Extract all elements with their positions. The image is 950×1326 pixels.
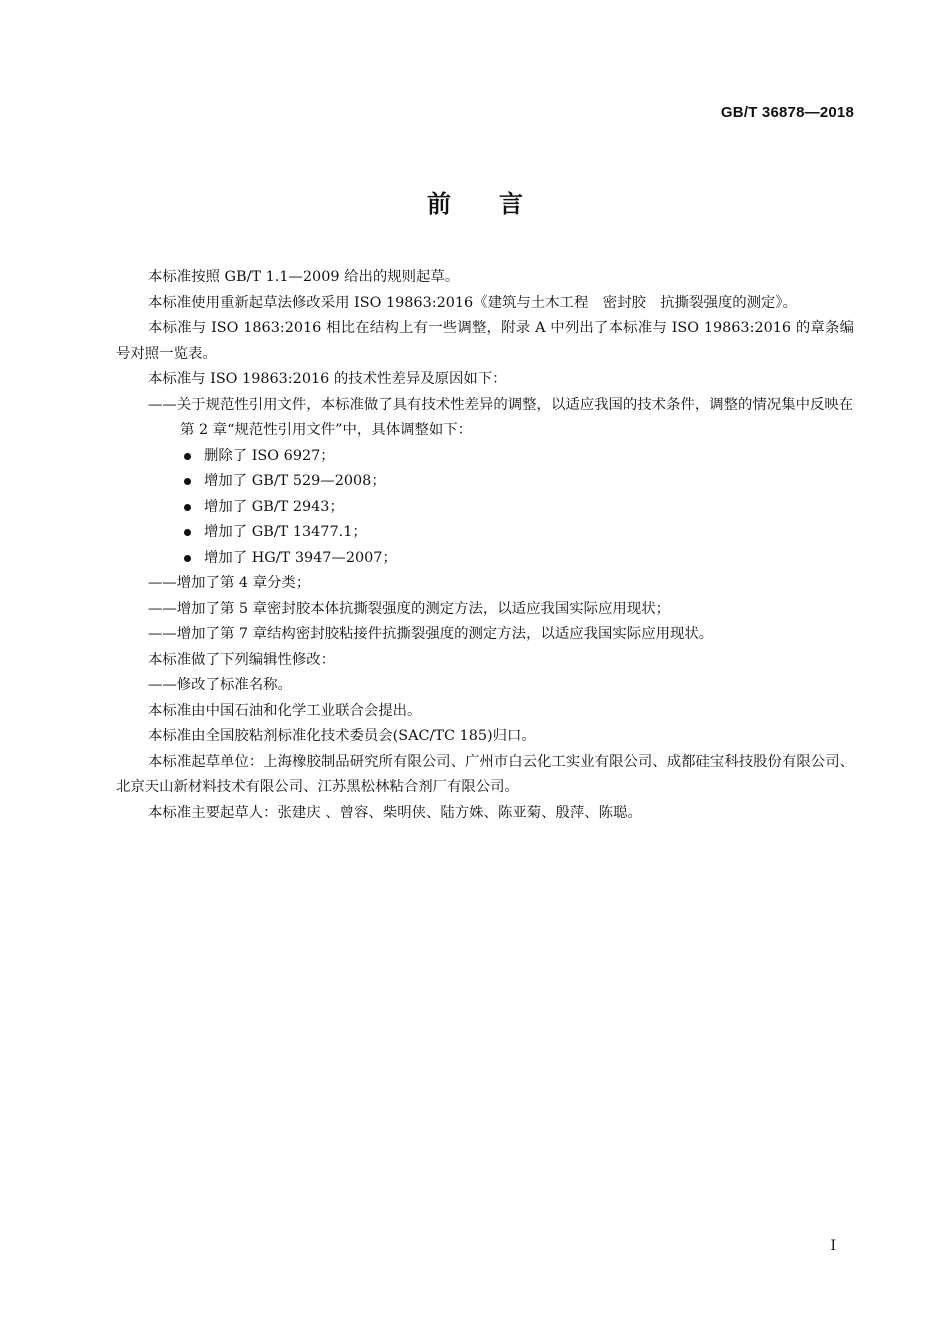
title-char-1: 前 bbox=[427, 190, 451, 218]
dash-item-title-change: ——修改了标准名称。 bbox=[148, 677, 292, 693]
paragraph-committee: 本标准由全国胶粘剂标准化技术委员会(SAC/TC 185)归口。 bbox=[148, 728, 536, 744]
bullet-item bbox=[116, 520, 854, 546]
paragraph-structure: 本标准与 ISO 1863:2016 相比在结构上有一些调整，附录 A 中列出了本标准与 ISO 19863:2016 的章条编号对照一览表。 bbox=[116, 320, 854, 362]
bullet-item bbox=[116, 444, 854, 470]
dash-item-classification: ——增加了第 4 章分类； bbox=[148, 575, 311, 591]
bullet-text: 增加了 HG/T 3947—2007； bbox=[204, 549, 397, 566]
bullet-item bbox=[116, 469, 854, 495]
bullet-text: 增加了 GB/T 2943； bbox=[204, 498, 344, 515]
bullet-icon bbox=[184, 478, 191, 485]
dash-item-chapter-5: ——增加了第 5 章密封胶本体抗撕裂强度的测定方法，以适应我国实际应用现状； bbox=[148, 600, 670, 617]
paragraph-drafting-units: 本标准起草单位：上海橡胶制品研究所有限公司、广州市白云化工实业有限公司、成都硅宝科技股份有限公司、北京天山新材料技术有限公司、江苏黑松林粘合剂厂有限公司。 bbox=[116, 753, 854, 795]
page-title bbox=[0, 184, 950, 219]
bullet-text: 增加了 GB/T 13477.1； bbox=[204, 524, 367, 540]
dash-item-normative-references: ——关于规范性引用文件，本标准做了具有技术性差异的调整，以适应我国的技术条件，调整的情况集中反映在第 2 章“规范性引用文件”中，具体调整如下： bbox=[148, 396, 854, 438]
title-char-2: 言 bbox=[499, 190, 523, 218]
paragraph-drafters: 本标准主要起草人：张建庆 、曾容、柴明侠、陆方姝、陈亚菊、殷萍、陈聪。 bbox=[148, 804, 642, 821]
bullet-icon bbox=[184, 555, 191, 562]
paragraph-adoption: 本标准使用重新起草法修改采用 ISO 19863:2016《建筑与土木工程 密封胶 抗撕裂强度的测定》。 bbox=[148, 294, 797, 311]
paragraph-editorial-changes: 本标准做了下列编辑性修改： bbox=[148, 651, 336, 668]
page-number: I bbox=[830, 1238, 836, 1254]
paragraph-drafting-rules: 本标准按照 GB/T 1.1—2009 给出的规则起草。 bbox=[148, 269, 460, 285]
paragraph-proposer: 本标准由中国石油和化学工业联合会提出。 bbox=[148, 702, 422, 719]
bullet-icon bbox=[184, 529, 191, 536]
bullet-icon bbox=[184, 504, 191, 511]
bullet-icon bbox=[184, 453, 191, 460]
bullet-item bbox=[116, 495, 854, 521]
paragraph-technical-differences: 本标准与 ISO 19863:2016 的技术性差异及原因如下： bbox=[148, 371, 507, 387]
bullet-text: 删除了 ISO 6927； bbox=[204, 447, 335, 464]
standard-code: GB/T 36878—2018 bbox=[720, 104, 854, 121]
bullet-item bbox=[116, 546, 854, 572]
bullet-text: 增加了 GB/T 529—2008； bbox=[204, 473, 386, 489]
foreword-body bbox=[116, 265, 854, 826]
dash-item-chapter-7: ——增加了第 7 章结构密封胶粘接件抗撕裂强度的测定方法，以适应我国实际应用现状。 bbox=[148, 626, 714, 642]
